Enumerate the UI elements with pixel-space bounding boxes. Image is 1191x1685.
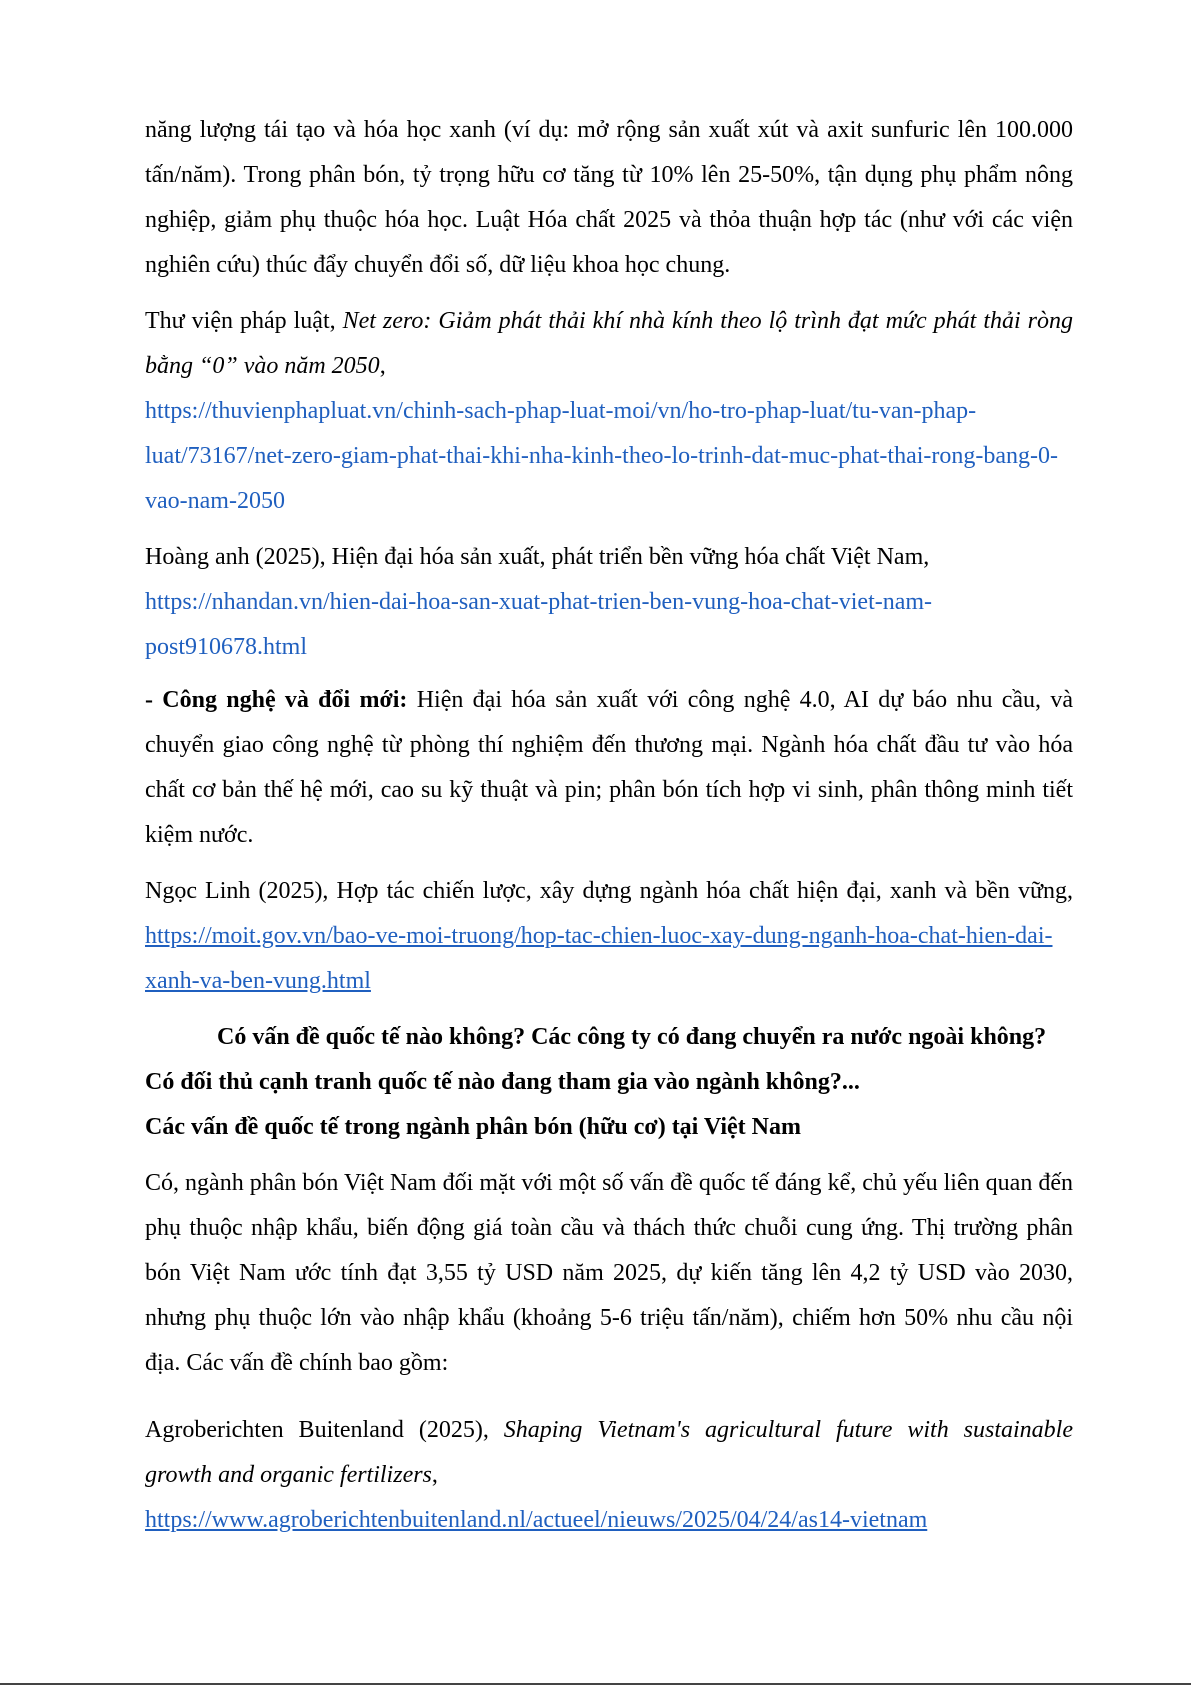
question-text: Có vấn đề quốc tế nào không? Các công ty có đang chuyển ra nước ngoài không? Có đối thủ cạnh tranh quốc tế nào đang tham gia vào ngành không?... (145, 1024, 1047, 1095)
reference-source: Agroberichten Buitenland (2025), (145, 1417, 504, 1443)
reference-link-thuvienphapluat[interactable]: https://thuvienphapluat.vn/chinh-sach-phap-luat-moi/vn/ho-tro-phap-luat/tu-van-phap-luat/73167/net-zero-giam-phat-thai-khi-nha-kinh-theo-lo-trinh-dat-muc-phat-thai-rong-bang-0-vao-nam-2050 (145, 398, 1058, 514)
reference-moit (145, 869, 1073, 1004)
reference-link-nhandan[interactable]: https://nhandan.vn/hien-dai-hoa-san-xuat-phat-trien-ben-vung-hoa-chat-viet-nam-post910678.html (145, 589, 933, 660)
reference-title: Net zero: Giảm phát thải khí nhà kính theo lộ trình đạt mức phát thải ròng bằng “0” vào năm 2050 (145, 308, 1073, 379)
question-heading (145, 1015, 1073, 1105)
reference-source: Thư viện pháp luật, (145, 308, 343, 334)
reference-agroberichten (145, 1408, 1073, 1543)
reference-link-agroberichten[interactable]: https://www.agroberichtenbuitenland.nl/actueel/nieuws/2025/04/24/as14-vietnam (145, 1507, 928, 1533)
paragraph-technology (145, 678, 1073, 858)
paragraph-green-chemistry: năng lượng tái tạo và hóa học xanh (ví dụ: mở rộng sản xuất xút và axit sunfuric lên 100.000 tấn/năm). Trong phân bón, tỷ trọng hữu cơ tăng từ 10% lên 25-50%, tận dụng phụ phẩm nông nghiệp, giảm phụ thuộc hóa học. Luật Hóa chất 2025 và thỏa thuận hợp tác (như với các viện nghiên cứu) thúc đẩy chuyển đổi số, dữ liệu khoa học chung. (145, 117, 1073, 278)
reference-separator: , (431, 1462, 438, 1488)
reference-link-moit[interactable]: https://moit.gov.vn/bao-ve-moi-truong/hop-tac-chien-luoc-xay-dung-nganh-hoa-chat-hien-dai-xanh-va-ben-vung.html (145, 923, 1053, 994)
section-label: - Công nghệ và đổi mới: (145, 687, 408, 713)
reference-text: Ngọc Linh (2025), Hợp tác chiến lược, xây dựng ngành hóa chất hiện đại, xanh và bền vững, (145, 878, 1073, 904)
reference-nhandan (145, 535, 1073, 670)
reference-separator: , (379, 353, 386, 379)
section-text: Hiện đại hóa sản xuất với công nghệ 4.0, AI dự báo nhu cầu, và chuyển giao công nghệ từ phòng thí nghiệm đến thương mại. Ngành hóa chất đầu tư vào hóa chất cơ bản thế hệ mới, cao su kỹ thuật và pin; phân bón tích hợp vi sinh, phân thông minh tiết kiệm nước. (145, 687, 1074, 848)
reference-thuvienphapluat (145, 299, 1073, 524)
reference-title: Shaping Vietnam's agricultural future with sustainable growth and organic fertilizers (145, 1417, 1073, 1488)
document-page (145, 108, 1073, 1554)
reference-text: Hoàng anh (2025), Hiện đại hóa sản xuất, phát triển bền vững hóa chất Việt Nam, (145, 544, 930, 570)
paragraph-international-issues: Có, ngành phân bón Việt Nam đối mặt với một số vấn đề quốc tế đáng kể, chủ yếu liên quan đến phụ thuộc nhập khẩu, biến động giá toàn cầu và thách thức chuỗi cung ứng. Thị trường phân bón Việt Nam ước tính đạt 3,55 tỷ USD năm 2025, dự kiến tăng lên 4,2 tỷ USD vào 2030, nhưng phụ thuộc lớn vào nhập khẩu (khoảng 5-6 triệu tấn/năm), chiếm hơn 50% nhu cầu nội địa. Các vấn đề chính bao gồm: (145, 1170, 1073, 1376)
subheading: Các vấn đề quốc tế trong ngành phân bón (hữu cơ) tại Việt Nam (145, 1114, 801, 1140)
